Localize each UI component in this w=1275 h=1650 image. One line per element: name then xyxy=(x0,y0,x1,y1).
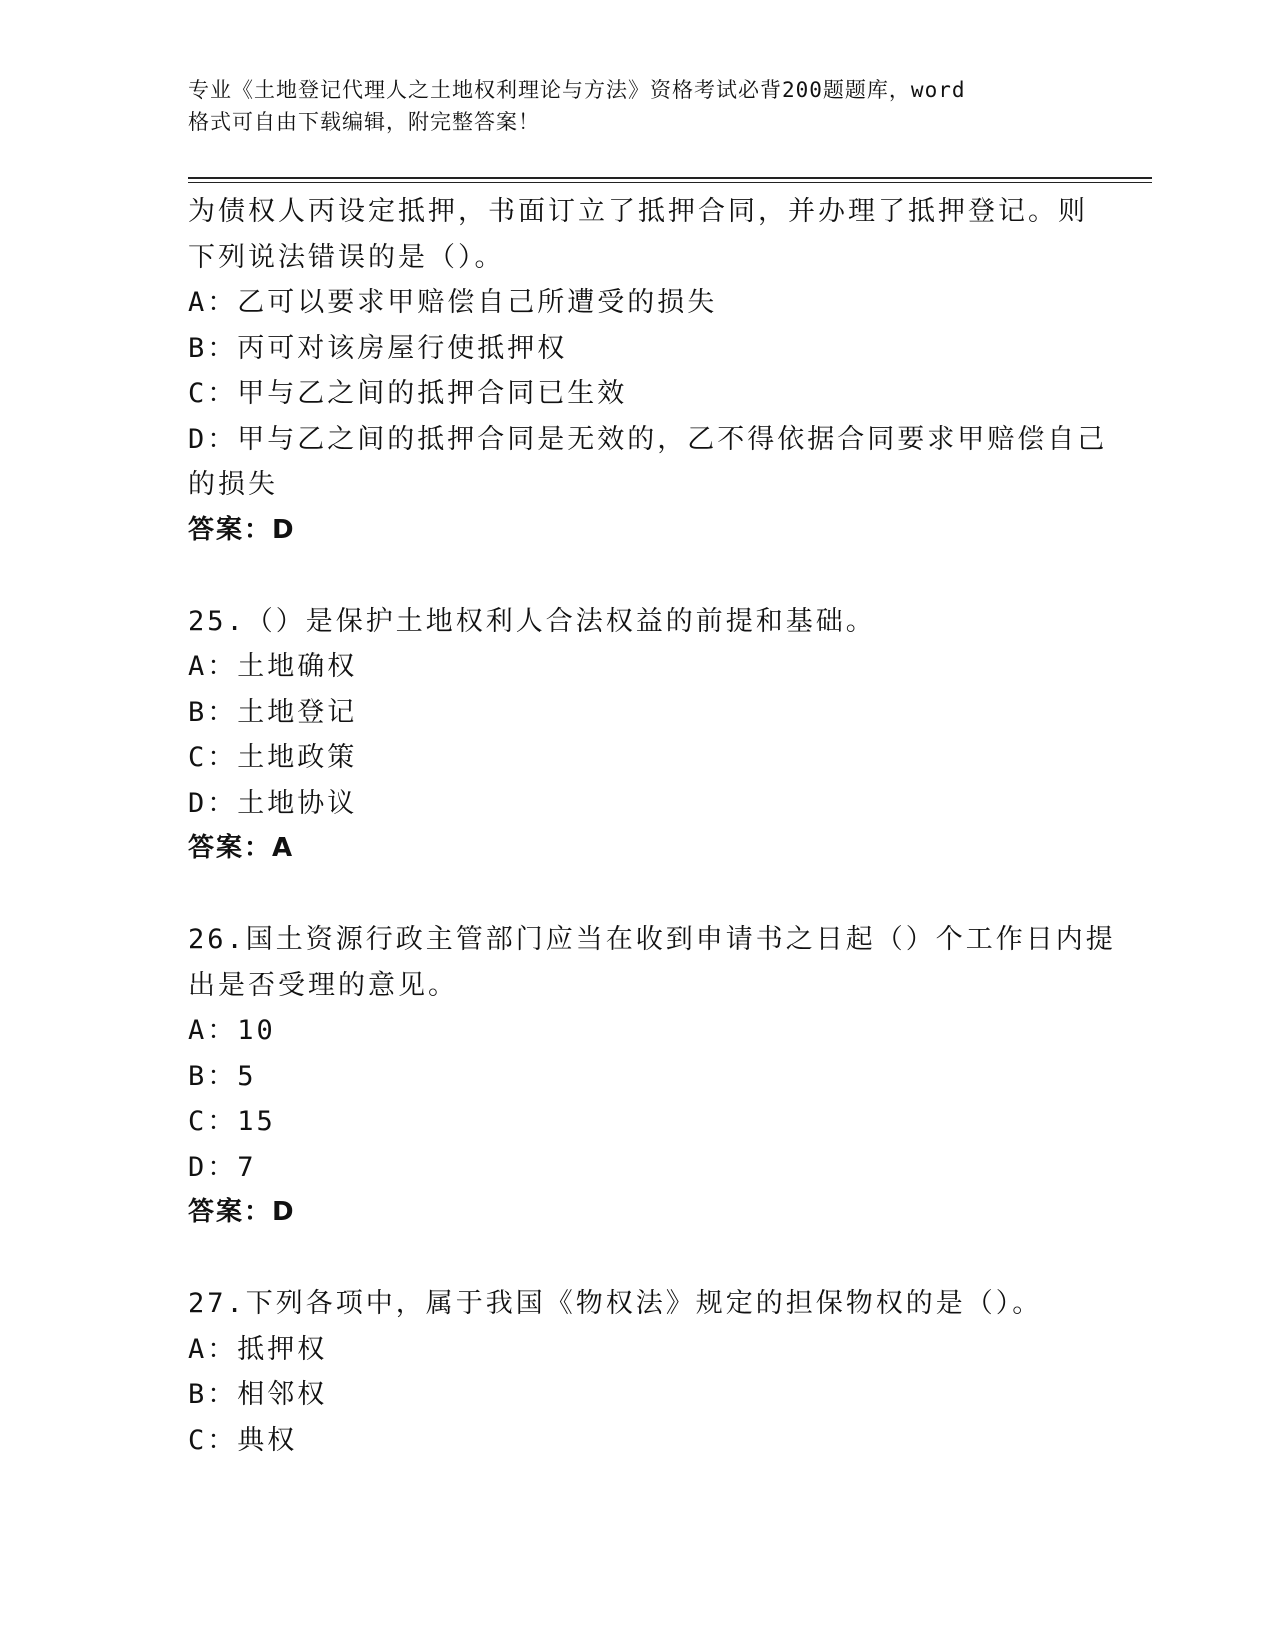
header-title-line-2: 格式可自由下载编辑，附完整答案！ xyxy=(188,110,540,134)
option-a: A：土地确权 xyxy=(188,651,358,682)
option-a: A：10 xyxy=(188,1015,276,1046)
answer: 答案：A xyxy=(188,833,295,863)
question-24 xyxy=(188,189,1108,553)
question-26 xyxy=(188,917,1116,1236)
option-b: B：土地登记 xyxy=(188,696,358,728)
question-stem: 为债权人丙设定抵押，书面订立了抵押合同，并办理了抵押登记。则 xyxy=(188,196,1088,227)
option-a: A：乙可以要求甲赔偿自己所遭受的损失 xyxy=(188,287,718,318)
question-stem: 26.国土资源行政主管部门应当在收到申请书之日起（）个工作日内提 xyxy=(188,924,1116,955)
option-c: C：甲与乙之间的抵押合同已生效 xyxy=(188,378,628,409)
header-title-line-1: 专业《土地登记代理人之土地权利理论与方法》资格考试必背200题题库，word xyxy=(188,78,966,102)
question-stem: 出是否受理的意见。 xyxy=(188,969,458,1001)
option-d: D：7 xyxy=(188,1151,257,1183)
spacer xyxy=(188,872,1088,918)
question-27 xyxy=(188,1281,1088,1463)
question-stem: 下列说法错误的是（）。 xyxy=(188,241,505,273)
option-a: A：抵押权 xyxy=(188,1333,328,1365)
answer: 答案：D xyxy=(188,1197,296,1227)
option-b: B：5 xyxy=(188,1060,257,1092)
option-d: D：甲与乙之间的抵押合同是无效的，乙不得依据合同要求甲赔偿自己 xyxy=(188,423,1108,455)
header-divider-thick xyxy=(188,177,1152,179)
option-b: B：丙可对该房屋行使抵押权 xyxy=(188,332,568,364)
option-c: C：土地政策 xyxy=(188,742,358,773)
spacer xyxy=(188,1236,1088,1282)
option-d: D：土地协议 xyxy=(188,787,358,819)
header-divider-thin xyxy=(188,182,1152,183)
question-list xyxy=(188,189,1116,1463)
option-c: C：典权 xyxy=(188,1424,298,1456)
question-25 xyxy=(188,599,1088,872)
question-stem: 27.下列各项中，属于我国《物权法》规定的担保物权的是（）。 xyxy=(188,1288,1043,1319)
answer: 答案：D xyxy=(188,514,296,545)
option-d-continued: 的损失 xyxy=(188,469,278,500)
spacer xyxy=(188,553,1088,599)
document-header xyxy=(188,74,1068,138)
option-c: C：15 xyxy=(188,1106,276,1137)
option-b: B：相邻权 xyxy=(188,1379,328,1410)
question-stem: 25.（）是保护土地权利人合法权益的前提和基础。 xyxy=(188,605,876,637)
